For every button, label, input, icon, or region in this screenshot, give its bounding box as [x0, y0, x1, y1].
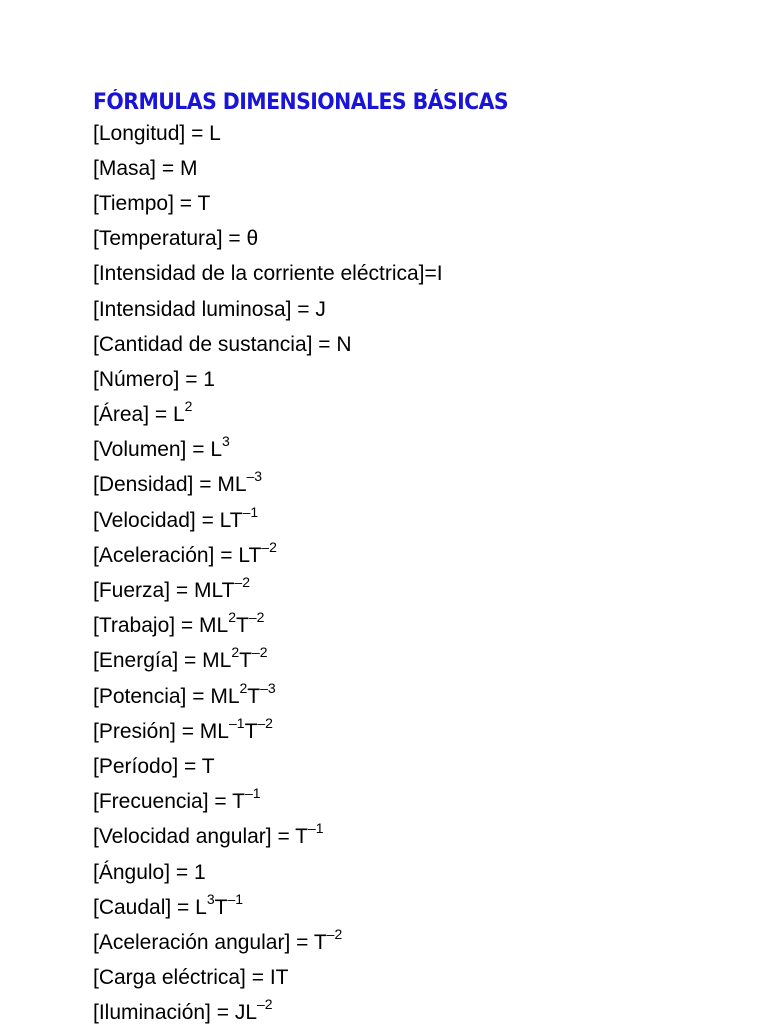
formula-text: [Temperatura] = θ — [93, 227, 259, 251]
formula-row — [93, 151, 503, 186]
formula-row — [93, 749, 503, 784]
formula-text: [Área] = L — [93, 403, 185, 427]
formula-text: [Ángulo] = 1 — [93, 860, 206, 884]
formula-text: T — [214, 895, 228, 919]
formula-row: [Energía] = ML $^2$ T $^{-2}$ — [93, 644, 268, 673]
formula-row — [93, 222, 503, 257]
formula-text: [Velocidad angular] = T — [93, 825, 309, 849]
formula-row: [Aceleración angular] = T $^{-2}$ — [93, 925, 343, 954]
formula-text: [Caudal] = L — [93, 895, 207, 919]
document-title: FÓRMULAS DIMENSIONALES BÁSICAS — [93, 90, 509, 115]
formula-row — [93, 186, 503, 221]
formula-row — [93, 961, 503, 996]
formula-row: [Presión] = ML $^{-1}$ T $^{-2}$ — [93, 714, 273, 743]
formula-row: [Frecuencia] = T $^{-1}$ — [93, 785, 261, 814]
formula-text: [Aceleración angular] = T — [93, 930, 327, 954]
formula-text: [Volumen] = L — [93, 438, 223, 462]
formula-row — [93, 292, 503, 327]
formula-row: [Velocidad angular] = T $^{-1}$ — [93, 820, 324, 849]
formula-row: [Caudal] = L $^3$ T $^{-1}$ — [93, 890, 244, 919]
formula-text: [Potencia] = ML — [93, 684, 240, 708]
formula-text: [Longitud] = L — [93, 121, 221, 145]
formula-text: [Densidad] = ML — [93, 473, 247, 497]
formula-row: [Potencia] = ML $^2$ T $^{-3}$ — [93, 679, 276, 708]
formula-row — [93, 327, 503, 362]
formula-text: T — [236, 614, 249, 638]
formula-text: [Fuerza] = MLT — [93, 579, 235, 603]
formula-text: [Presión] = ML — [93, 719, 229, 743]
formula-text: [Trabajo] = ML — [93, 614, 229, 638]
formula-list — [93, 116, 503, 1024]
formula-row — [93, 257, 503, 292]
formula-text: [Período] = T — [93, 754, 215, 778]
formula-row: [Aceleración] = LT $^{-2}$ — [93, 538, 277, 567]
formula-text: [Energía] = ML — [93, 649, 232, 673]
formula-row: [Velocidad] = LT $^{-1}$ — [93, 503, 259, 532]
formula-row: [Fuerza] = MLT $^{-2}$ — [93, 574, 250, 603]
formula-text: [Cantidad de sustancia] = N — [93, 332, 352, 356]
formula-text: T — [244, 719, 258, 743]
formula-row — [93, 362, 503, 397]
formula-text: [Intensidad luminosa] = J — [93, 297, 326, 321]
formula-row — [93, 116, 503, 151]
formula-text: [Carga eléctrica] = IT — [93, 966, 289, 990]
formula-row — [93, 855, 503, 890]
formula-text: [Intensidad de la corriente eléctrica]=I — [93, 262, 443, 286]
formula-text: [Masa] = M — [93, 156, 198, 180]
formula-text: [Iluminación] = JL — [93, 1001, 258, 1024]
formula-text: T — [239, 649, 252, 673]
formula-text: [Número] = 1 — [93, 367, 215, 391]
formula-text: [Tiempo] = T — [93, 191, 211, 215]
formula-text: [Velocidad] = LT — [93, 508, 243, 532]
formula-row: [Volumen] = L $^3$ — [93, 433, 230, 462]
formula-text: [Aceleración] = LT — [93, 543, 262, 567]
formula-row: [Iluminación] = JL $^{-2}$ — [93, 996, 273, 1024]
formula-text: T — [247, 684, 261, 708]
formula-row: [Densidad] = ML $^{-3}$ — [93, 468, 263, 497]
formula-text: [Frecuencia] = T — [93, 790, 245, 814]
formula-row: [Trabajo] = ML $^2$ T $^{-2}$ — [93, 609, 265, 638]
formula-row: [Área] = L $^2$ — [93, 398, 193, 427]
